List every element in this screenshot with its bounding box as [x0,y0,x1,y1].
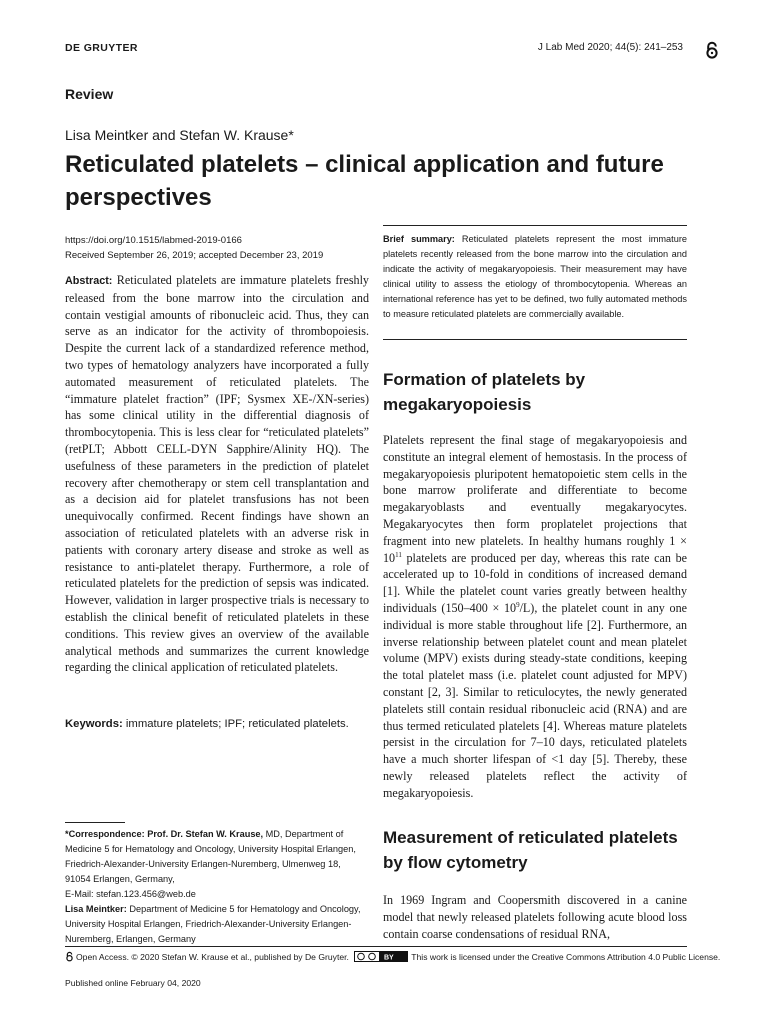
cc-by-label: BY [384,954,395,962]
coauthor-text: Department of Medicine 5 for Hematology and Oncology, University Hospital Erlangen, Friedrich-Alexander-University Erlangen-Nuremberg, Erlangen, Germany [65,904,361,944]
paragraph-measurement: In 1969 Ingram and Coopersmith discovered in a canine model that newly released platelets following acute blood loss contain coarse condensations of residual RNA, [383,893,687,941]
abstract-label: Abstract: [65,275,113,287]
license-line [65,951,725,964]
open-access-icon [65,951,74,962]
correspondence-text: MD, Department of Medicine 5 for Hematology and Oncology, University Hospital Erlangen, Friedrich-Alexander-University Erlangen-Nuremberg, Ulmenweg 18, 91054 Erlangen, Germany, [65,829,356,884]
coauthor-label: Lisa Meintker: [65,904,127,914]
license-text-b: This work is licensed under the Creative Commons Attribution 4.0 Public License. [411,952,721,962]
paragraph-text: platelets are produced per day, whereas this rate can be accelerated up to 10-fold in conditions of increased demand [1]. While the platelet count varies greatly between healthy individuals (150–400 × 10 [383,550,687,615]
correspondence-label: *Correspondence: Prof. Dr. Stefan W. Krause, [65,829,264,839]
brief-summary [383,232,687,322]
footer-rule [65,946,687,947]
paragraph-text: Platelets represent the final stage of megakaryopoiesis and constitute an integral element of hemostasis. In the process of megakaryopoiesis pluripotent hematopoietic stem cells in the bone marrow proliferate and differentiate to become megakaryoblasts and eventually megakaryocytes. Megakaryocytes then form proplatelet projections that fragment into new platelets. In healthy humans roughly 1 × 10 [383,433,687,565]
superscript: 9 [516,600,520,609]
section-label: Review [65,86,114,102]
abstract [65,272,369,676]
abstract-text: Reticulated platelets are immature platelets freshly released from the bone marrow into the circulation and contain vestigial amounts of ribonucleic acid. Thus, they can serve as an indicator for the activity of thrombopoiesis. Despite the current lack of a standardized reference method, two types of hematology analyzers have incorporated a fully automated measurement of reticulated platelets. The “immature platelet fraction” (IPF; Sysmex XE-/XN-series) has some clinical utility in the differential diagnosis of thrombocytopenia. This is less clear for “reticulated platelets” (retPLT; Abbott CELL-DYN Sapphire/Alinity HQ). The usefulness of these parameters in the prediction of platelet recovery after chemotherapy or stem cell transplantation and as a decision aid for platelet transfusions has not been unequivocally confirmed. Recent findings have shown an association of reticulated platelets with an adverse risk in patients with coronary artery disease and stroke as well as resistance to anti-platelet therapy. Furthermore, a role of reticulated platelets for the prediction of sepsis was indicated. However, validation in larger prospective trials is necessary to establish the clinical benefit of reticulated platelets in these conditions. This review gives an overview of the available analytical methods and summarizes the current knowledge regarding the clinical application of reticulated platelets. [65,273,369,675]
brief-text: Reticulated platelets represent the most immature platelets recently released from the bone marrow into the circulation and indicate the activity of megakaryopoiesis. Their measurement may have clinical utility to assess the etiology of thrombocytopenia. Whereas an international reference has yet to be defined, two fully automated methods to measure reticulated platelets are commercially available. [383,234,687,319]
keywords [65,716,369,732]
heading-measurement: Measurement of reticulated platelets by flow cytometry [383,828,678,872]
journal-citation: J Lab Med 2020; 44(5): 241–253 [537,42,683,53]
open-access-icon [704,41,720,59]
brief-top-rule [383,225,687,226]
article-meta [65,233,323,263]
brief-label: Brief summary: [383,234,455,244]
brief-bottom-rule [383,339,687,340]
cc-by-badge-icon[interactable] [354,951,408,962]
keywords-text: immature platelets; IPF; reticulated platelets. [125,718,349,730]
authors: Lisa Meintker and Stefan W. Krause* [65,127,294,143]
doi-link[interactable]: https://doi.org/10.1515/labmed-2019-0166 [65,235,242,246]
superscript: 11 [395,550,402,559]
license-text-a: Open Access. © 2020 Stefan W. Krause et al., published by De Gruyter. [76,952,349,962]
published-date: Published online February 04, 2020 [65,978,201,988]
heading-formation: Formation of platelets by megakaryopoiesis [383,370,586,414]
received-dates: Received September 26, 2019; accepted December 23, 2019 [65,250,324,261]
footnote-rule [65,822,125,823]
keywords-label: Keywords: [65,718,123,730]
correspondence [65,827,365,947]
publisher-name: DE GRUYTER [65,42,138,54]
paragraph-formation [383,432,687,802]
paragraph-text: /L), the platelet count in any one individual is more stable throughout life [2]. Furthermore, an inverse relationship between platelet count and mean platelet volume (MPV) exists during steady-state conditions, keeping the total platelet mass (i.e. platelet count adjusted for MPV) constant [2, 3]. Similar to reticulocytes, the newly generated platelets still contain residual ribonucleic acid (RNA) and are thus termed reticulated platelets [4]. Whereas mature platelets persist in the circulation for 7–10 days, reticulated platelets have a much shorter lifespan of <1 day [5]. Thereby, these newly released platelets reflect the activity of megakaryopoiesis. [383,600,687,800]
correspondence-email[interactable]: E-Mail: stefan.123.456@web.de [65,889,196,899]
article-title: Reticulated platelets – clinical application and future perspectives [65,151,664,211]
